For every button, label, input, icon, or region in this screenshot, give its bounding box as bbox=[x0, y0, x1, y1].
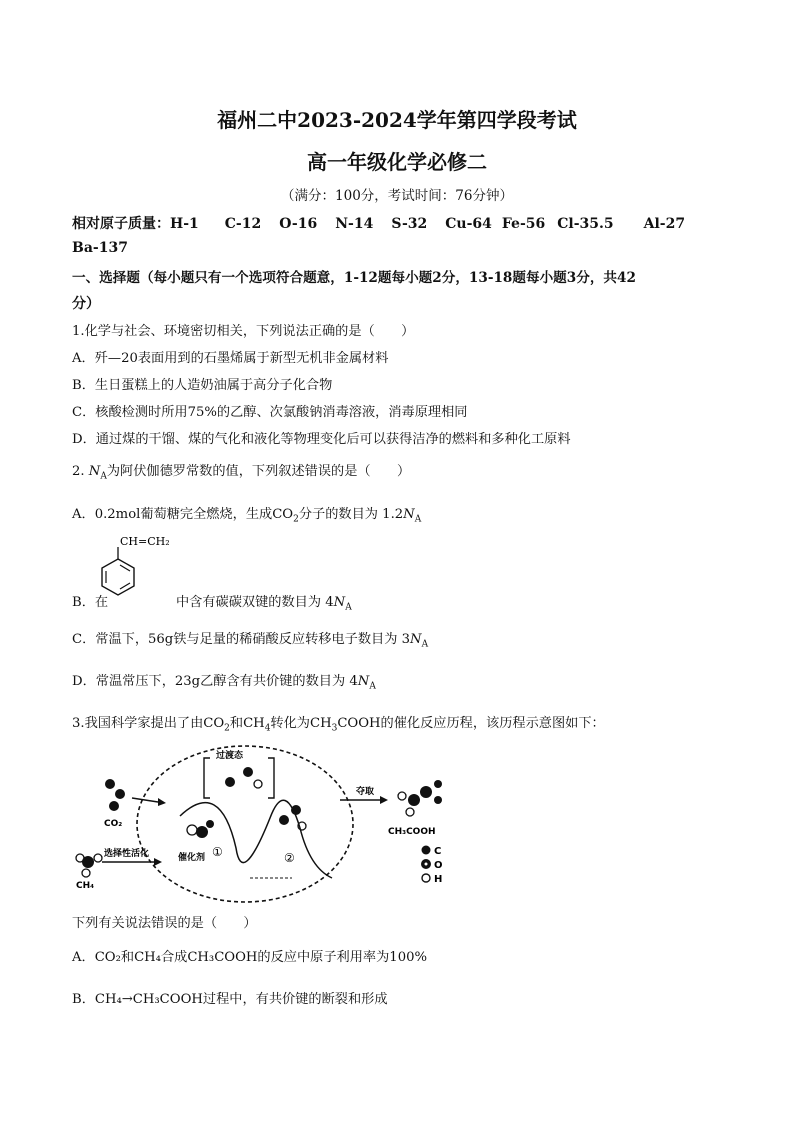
atomic-mass-line bbox=[72, 213, 685, 233]
co2-oxygen bbox=[105, 779, 115, 789]
catalyst-c bbox=[196, 826, 208, 838]
q3-option-b: B．CH₄→CH₃COOH过程中，有共价键的断裂和形成 bbox=[72, 992, 388, 1007]
product-h bbox=[406, 808, 414, 816]
product-h bbox=[398, 792, 406, 800]
step-one-marker: ① bbox=[212, 845, 223, 859]
arrow-head-icon bbox=[158, 798, 166, 806]
ch4-label: CH₄ bbox=[76, 881, 95, 891]
co2-subscript: 2 bbox=[293, 514, 299, 525]
product-label: CH₃COOH bbox=[388, 827, 436, 837]
ch4-hydrogen bbox=[82, 869, 90, 877]
product-o bbox=[434, 780, 442, 788]
exam-subtitle: 高一年级化学必修二 bbox=[307, 150, 487, 174]
catalyst-h bbox=[187, 825, 197, 835]
exam-info: （满分：100分，考试时间：76分钟） bbox=[281, 188, 513, 204]
q2-b-post: 中含有碳碳双键的数目为 4 bbox=[176, 595, 334, 610]
legend-c-label: C bbox=[434, 846, 442, 857]
selective-activation-label: 选择性活化 bbox=[104, 849, 150, 859]
product-c bbox=[408, 794, 420, 806]
q3-followup: 下列有关说法错误的是（ ） bbox=[72, 916, 257, 931]
benzene-double-bond bbox=[120, 565, 130, 571]
co2-oxygen bbox=[109, 801, 119, 811]
product-o bbox=[434, 796, 442, 804]
catalyst-o bbox=[206, 820, 214, 828]
mass-al: Al-27 bbox=[643, 216, 686, 232]
ch4-hydrogen bbox=[94, 854, 102, 862]
catalyst-label: 催化剂 bbox=[178, 853, 206, 863]
section-heading-cont: 分） bbox=[72, 296, 100, 312]
q2-option-c bbox=[72, 628, 428, 650]
benzene-double-bond bbox=[120, 583, 130, 589]
q2-a-post: 分子的数目为 1.2 bbox=[298, 507, 404, 522]
na-symbol: N bbox=[403, 507, 415, 522]
q2-num: 2. bbox=[72, 464, 85, 479]
mass-o: O-16 bbox=[279, 216, 318, 232]
ts-atom bbox=[254, 780, 262, 788]
legend-h-label: H bbox=[434, 874, 443, 885]
reaction-mechanism-diagram bbox=[70, 738, 510, 908]
na-subscript: A bbox=[345, 602, 352, 613]
na-symbol: N bbox=[357, 674, 370, 689]
mass-cl: Cl-35.5 bbox=[557, 216, 614, 232]
atomic-mass-label: 相对原子质量： bbox=[72, 216, 170, 232]
na-symbol: N bbox=[333, 595, 346, 610]
benzene-ring bbox=[102, 559, 134, 595]
section-heading: 一、选择题（每小题只有一个选项符合题意，1-12题每小题2分，13-18题每小题3分，共42 bbox=[72, 270, 636, 286]
q2-option-d bbox=[72, 670, 376, 692]
energy-profile-curve bbox=[180, 800, 332, 878]
q3-option-a: A．CO₂和CH₄合成CH₃COOH的反应中原子利用率为100% bbox=[72, 950, 428, 965]
legend-oxygen-icon-center bbox=[425, 863, 428, 866]
subscript-3: 3 bbox=[331, 723, 338, 734]
bracket-left bbox=[204, 758, 210, 798]
arrow-head-icon bbox=[154, 858, 162, 866]
q3-stem-mid1: 和CH bbox=[229, 716, 265, 731]
na-subscript: A bbox=[414, 514, 422, 525]
q2-option-b-cont bbox=[176, 591, 352, 613]
q1-option-d: D．通过煤的干馏、煤的气化和液化等物理变化后可以获得洁净的燃料和多种化工原料 bbox=[72, 432, 571, 447]
step-two-marker: ② bbox=[284, 851, 295, 865]
ts-atom bbox=[243, 767, 253, 777]
q3-stem bbox=[72, 712, 605, 734]
q2-stem-text: 为阿伏伽德罗常数的值，下列叙述错误的是（ ） bbox=[106, 464, 411, 479]
q3-stem-post: COOH的催化反应历程，该历程示意图如下： bbox=[337, 716, 605, 731]
q1-option-b: B．生日蛋糕上的人造奶油属于高分子化合物 bbox=[72, 378, 333, 393]
q3-stem-mid2: 转化为CH bbox=[270, 716, 332, 731]
release-label: 夺取 bbox=[356, 787, 375, 797]
intermediate-atom bbox=[279, 815, 289, 825]
ch4-carbon bbox=[82, 856, 94, 868]
q2-option-b bbox=[72, 591, 108, 610]
na-symbol: N bbox=[88, 464, 101, 479]
vinyl-label: CH=CH₂ bbox=[120, 535, 170, 548]
co2-arrow bbox=[132, 798, 158, 802]
product-c bbox=[420, 786, 432, 798]
legend-hydrogen-icon bbox=[422, 874, 430, 882]
legend-o-label: O bbox=[434, 860, 443, 871]
na-subscript: A bbox=[369, 681, 376, 692]
mass-c: C-12 bbox=[224, 216, 262, 232]
q1-option-a: A．歼—20表面用到的石墨烯属于新型无机非金属材料 bbox=[72, 351, 389, 366]
q2-stem bbox=[72, 460, 410, 482]
mass-s: S-32 bbox=[391, 216, 428, 232]
q2-c-text: C．常温下，56g铁与足量的稀硝酸反应转移电子数目为 3 bbox=[72, 632, 411, 647]
mass-n: N-14 bbox=[335, 216, 374, 232]
na-symbol: N bbox=[410, 632, 422, 647]
legend-carbon-icon bbox=[422, 846, 431, 855]
q2-b-pre: B．在 bbox=[72, 595, 109, 610]
co2-label: CO₂ bbox=[104, 819, 123, 829]
na-subscript: A bbox=[100, 471, 107, 482]
subscript-4: 4 bbox=[264, 723, 271, 734]
mass-fe: Fe-56 bbox=[501, 216, 546, 232]
subscript-2: 2 bbox=[224, 723, 230, 734]
mass-h: H-1 bbox=[170, 216, 199, 232]
q2-d-text: D．常温常压下，23g乙醇含有共价键的数目为 4 bbox=[72, 674, 358, 689]
atomic-mass-overflow: Ba-137 bbox=[72, 240, 128, 256]
q2-a-pre: A．0.2mol葡萄糖完全燃烧，生成CO bbox=[72, 507, 294, 522]
co2-carbon bbox=[115, 789, 125, 799]
q1-stem: 1.化学与社会、环境密切相关，下列说法正确的是（ ） bbox=[72, 324, 415, 339]
bracket-right bbox=[268, 758, 274, 798]
transition-state-label: 过渡态 bbox=[216, 751, 244, 761]
q3-stem-pre: 3.我国科学家提出了由CO bbox=[72, 716, 225, 731]
arrow-head-icon bbox=[380, 796, 388, 804]
na-subscript: A bbox=[421, 639, 429, 650]
ts-atom bbox=[225, 777, 235, 787]
intermediate-atom bbox=[291, 805, 301, 815]
exam-title: 福州二中2023-2024学年第四学段考试 bbox=[217, 108, 577, 132]
q2-option-a bbox=[72, 503, 421, 525]
mass-cu: Cu-64 bbox=[445, 216, 492, 232]
q1-option-c: C．核酸检测时所用75%的乙醇、次氯酸钠消毒溶液，消毒原理相同 bbox=[72, 405, 468, 420]
